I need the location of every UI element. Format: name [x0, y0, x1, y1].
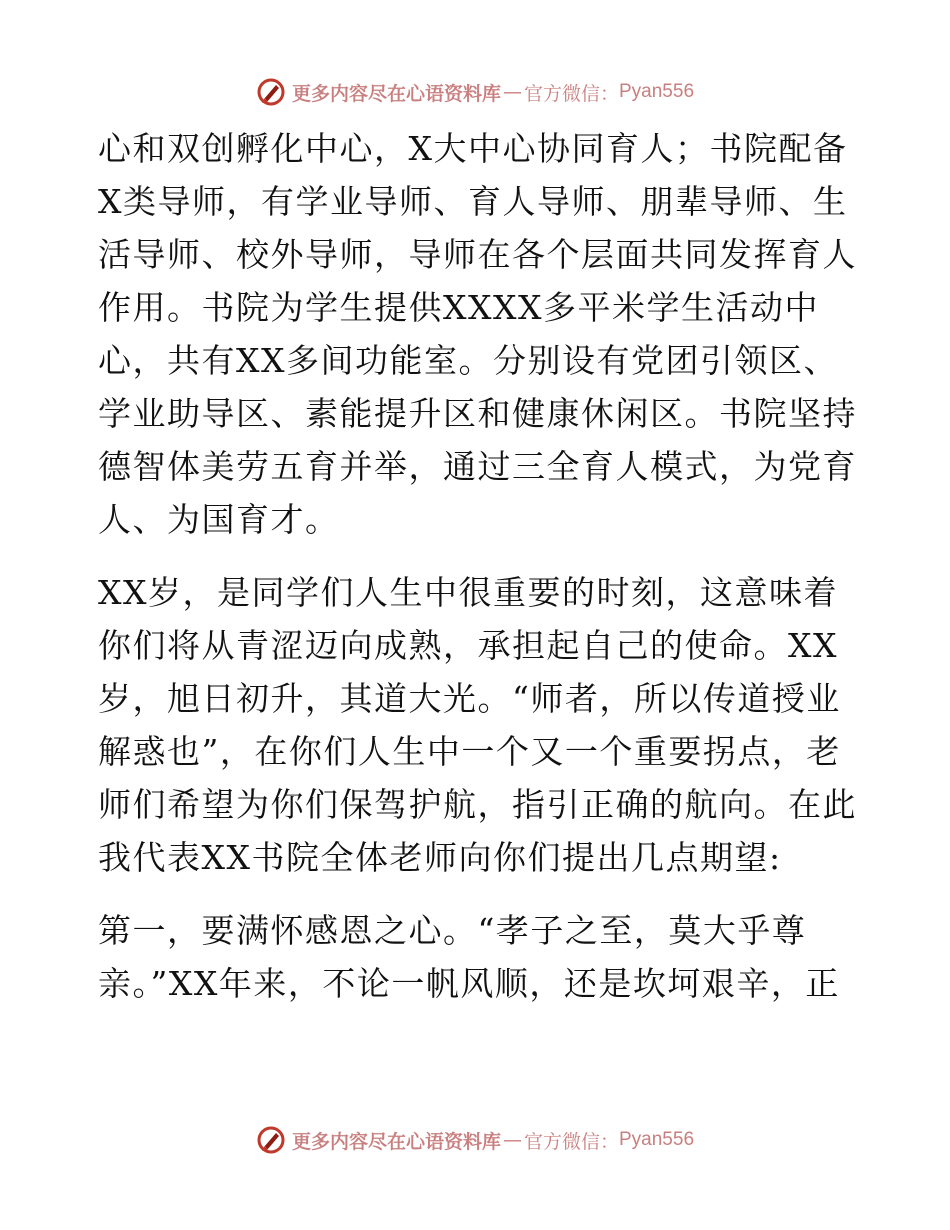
- document-body: [98, 122, 858, 1010]
- text-line: 学业助导区、素能提升区和健康休闲区。书院坚持: [98, 394, 857, 433]
- banner-brand-text: 更多内容尽在心语资料库: [291, 82, 501, 105]
- text-line: 活导师、校外导师，导师在各个层面共同发挥育人: [98, 235, 857, 274]
- text-line: 德智体美劳五育并举，通过三全育人模式，为党育: [98, 447, 857, 486]
- banner-wechat-id: Pyan556: [619, 1129, 695, 1150]
- text-line: 作用。书院为学生提供XXXX多平米学生活动中: [98, 288, 819, 327]
- text-line: 我代表XX书院全体老师向你们提出几点期望:: [98, 838, 782, 877]
- paragraph-1: [98, 122, 858, 546]
- brush-pen-logo-icon: [256, 77, 286, 107]
- text-line: XX岁，是同学们人生中很重要的时刻，这意味着: [98, 573, 838, 612]
- banner-brand-text: 更多内容尽在心语资料库: [291, 1130, 501, 1153]
- text-line: 心，共有XX多间功能室。分别设有党团引领区、: [98, 341, 838, 380]
- text-line: 解惑也”，在你们人生中一个又一个重要拐点，老: [98, 732, 841, 771]
- paragraph-spacer: [98, 546, 858, 566]
- text-line: 师们希望为你们保驾护航，指引正确的航向。在此: [98, 785, 857, 824]
- paragraph-3: [98, 904, 858, 1010]
- footer-banner: [0, 1120, 950, 1160]
- paragraph-2: [98, 566, 858, 884]
- banner-separator: —: [502, 81, 522, 103]
- text-line: 第一，要满怀感恩之心。“孝子之至，莫大乎尊: [98, 911, 807, 950]
- brush-pen-logo-icon: [256, 1125, 286, 1155]
- banner-wechat-id: Pyan556: [619, 81, 695, 102]
- text-line: 岁，旭日初升，其道大光。“师者，所以传道授业: [98, 679, 841, 718]
- paragraph-spacer: [98, 884, 858, 904]
- banner-wechat-label: 官方微信：: [523, 1130, 619, 1153]
- text-line: 亲。”XX年来，不论一帆风顺，还是坎坷艰辛，正: [98, 964, 840, 1003]
- banner-wechat-label: 官方微信：: [523, 82, 619, 105]
- text-line: 你们将从青涩迈向成熟，承担起自己的使命。XX: [98, 626, 838, 665]
- text-line: 心和双创孵化中心，X大中心协同育人；书院配备: [98, 129, 848, 168]
- header-banner: [0, 72, 950, 112]
- text-line: X类导师，有学业导师、育人导师、朋辈导师、生: [98, 182, 848, 221]
- text-line: 人、为国育才。: [98, 500, 340, 539]
- banner-separator: —: [502, 1129, 522, 1151]
